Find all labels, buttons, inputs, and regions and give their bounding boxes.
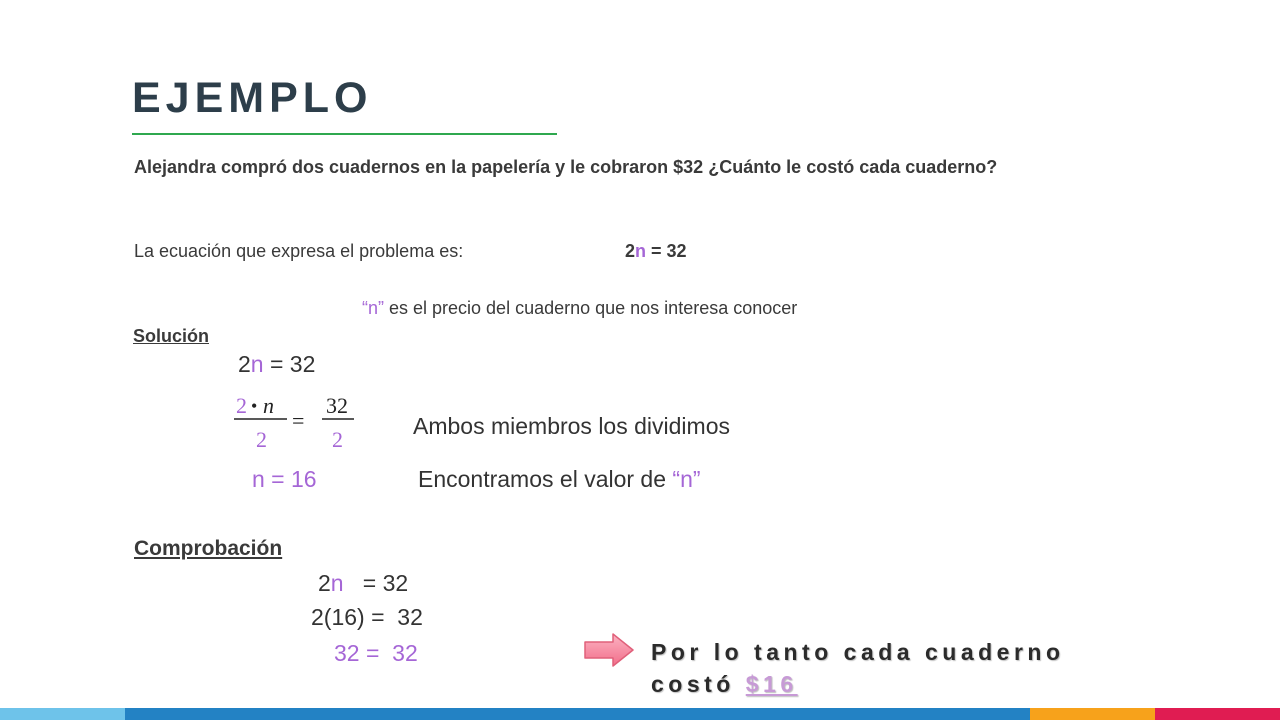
result-note-text: Encontramos el valor de xyxy=(418,466,673,492)
conclusion xyxy=(651,636,1065,700)
footer-bar-orange xyxy=(1030,708,1155,720)
fraction-dot: • xyxy=(251,396,258,416)
footer-bar-blue xyxy=(125,708,1030,720)
equation-rest: = 32 xyxy=(646,241,687,261)
fraction-equals: = xyxy=(292,408,305,433)
conclusion-amount: $16 xyxy=(745,671,798,697)
step1-variable: n xyxy=(250,351,264,377)
check-line2: 2(16) = 32 xyxy=(311,604,423,630)
fraction-den-right: 2 xyxy=(332,427,343,452)
variable-note-var: “n” xyxy=(362,298,384,318)
conclusion-prefix: costó xyxy=(651,671,746,697)
check1-coefficient: 2 xyxy=(318,570,331,596)
solution-result-note xyxy=(418,466,701,493)
solution-step2-note: Ambos miembros los dividimos xyxy=(413,413,730,439)
check-line1 xyxy=(318,570,408,597)
footer-bar-light-blue xyxy=(0,708,125,720)
slide-title: EJEMPLO xyxy=(132,74,373,122)
equation-variable: n xyxy=(635,241,647,261)
solution-heading: Solución xyxy=(133,326,209,346)
conclusion-line2 xyxy=(651,668,1065,700)
equation-intro: La ecuación que expresa el problema es: xyxy=(134,241,464,261)
conclusion-line1: Por lo tanto cada cuaderno xyxy=(651,639,1065,665)
step1-coefficient: 2 xyxy=(238,351,251,377)
check-line3: 32 = 32 xyxy=(334,640,418,666)
check-heading: Comprobación xyxy=(134,537,283,560)
fraction-den-left: 2 xyxy=(256,427,267,452)
solution-result: n = 16 xyxy=(252,466,317,492)
right-arrow-icon xyxy=(583,632,635,668)
fraction-num-var: n xyxy=(263,393,274,418)
check1-variable: n xyxy=(330,570,344,596)
check1-rest: = 32 xyxy=(343,570,409,596)
fraction-num-left: 2 xyxy=(236,393,247,418)
fraction-division-image xyxy=(232,392,360,454)
equation-coefficient: 2 xyxy=(625,241,636,261)
equation xyxy=(625,241,687,262)
footer-bar-red xyxy=(1155,708,1280,720)
variable-note-text: es el precio del cuaderno que nos interesa conocer xyxy=(384,298,798,318)
title-underline xyxy=(132,133,557,135)
fraction-num-right: 32 xyxy=(326,393,348,418)
variable-note xyxy=(362,298,797,319)
solution-step1 xyxy=(238,351,315,378)
step1-rest: = 32 xyxy=(263,351,316,377)
problem-statement: Alejandra compró dos cuadernos en la papelería y le cobraron $32 ¿Cuánto le costó cada cuaderno? xyxy=(134,157,998,177)
result-note-var: “n” xyxy=(672,466,701,492)
